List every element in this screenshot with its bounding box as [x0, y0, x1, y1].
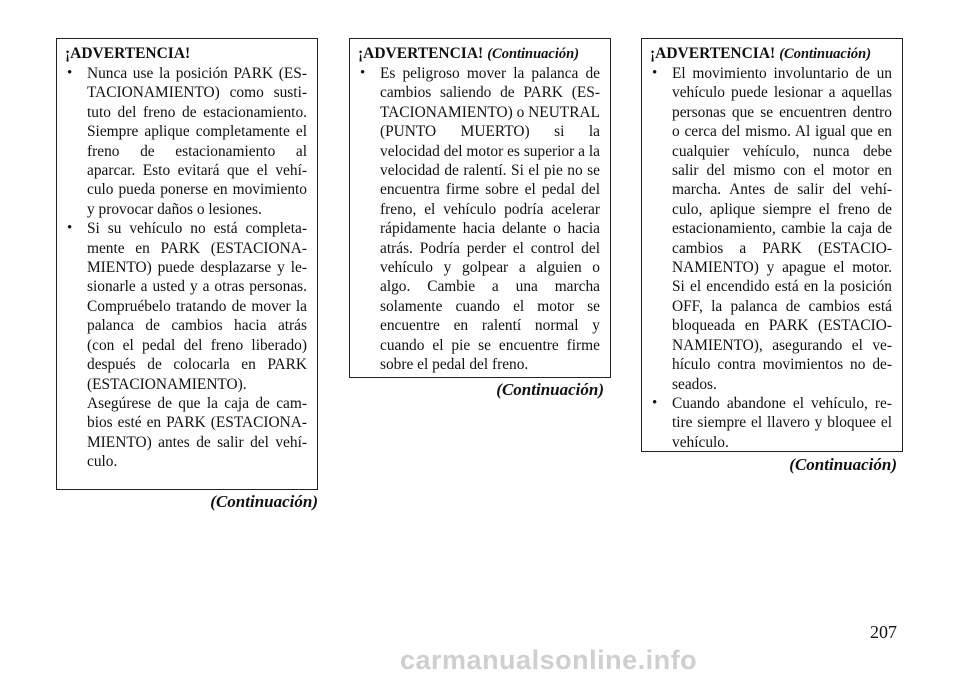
warning-bullet: • Cuando abandone el vehículo, retire siempre el llavero y bloquee el vehículo.: [650, 394, 892, 452]
warning-title: ¡ADVERTENCIA!: [650, 45, 776, 62]
warning-bullet: • El movimiento involuntario de un vehículo puede lesionar a aquellas personas que se encuentren dentro o cerca del mismo. Al igual que en cualquier vehículo, nunca debe salir del mismo con el motor en marcha. Antes de salir del vehículo, aplique siempre el freno de estacionamiento, cambie la caja de cambios a PARK (ESTACIONAMIENTO) y apague el motor. Si el encendido está en la posición OFF, la palanca de cambios está bloqueada en PARK (ESTACIONAMIENTO), asegurando el vehículo contra movimientos no deseados.: [650, 64, 892, 394]
warning-box-1: [56, 38, 318, 490]
warning-box-2: [349, 38, 611, 378]
header-continuation: (Continuación): [779, 46, 872, 62]
warning-header: [65, 45, 307, 63]
warning-bullet: • Es peligroso mover la palanca de cambios saliendo de PARK (ESTACIONAMIENTO) o NEUTRAL (PUNTO MUERTO) si la velocidad del motor es superior a la velocidad de ralentí. Si el pie no se encuentra firme sobre el pedal del freno, el vehículo podría acelerar rápidamente hacia delante o hacia atrás. Podría perder el control del vehículo y golpear a alguien o algo. Cambie a una marcha solamente cuando el motor se encuentre en ralentí normal y cuando el pie se encuentre firme sobre el pedal del freno.: [358, 64, 600, 375]
warning-bullet-list: [650, 64, 892, 452]
warning-bullet-list: [358, 64, 600, 375]
warning-bullet: • Si su vehículo no está completamente en PARK (ESTACIONAMIENTO) puede desplazarse y lesionarle a usted y a otras personas. Compruébelo tratando de mover la palanca de cambios hacia atrás (con el pedal del freno liberado) después de colocarla en PARK (ESTACIONAMIENTO). Asegúrese de que la caja de cambios esté en PARK (ESTACIONAMIENTO) antes de salir del vehículo.: [65, 219, 307, 471]
continuation-label: (Continuación): [496, 380, 604, 399]
warning-header: [650, 45, 892, 63]
warning-title: ¡ADVERTENCIA!: [65, 45, 191, 62]
warning-header: [358, 45, 600, 63]
warning-box-3: [641, 38, 903, 452]
watermark: carmanualsonline.info: [400, 645, 698, 675]
warning-bullet: • Nunca use la posición PARK (ESTACIONAMIENTO) como sustituto del freno de estacionamiento. Siempre aplique completamente el freno de estacionamiento al aparcar. Esto evitará que el vehículo pueda ponerse en movimiento y provocar daños o lesiones.: [65, 64, 307, 219]
continuation-label: (Continuación): [210, 492, 318, 511]
page-number: 207: [870, 622, 897, 642]
warning-bullet-list: [65, 64, 307, 472]
warning-title: ¡ADVERTENCIA!: [358, 45, 484, 62]
header-continuation: (Continuación): [487, 46, 580, 62]
continuation-label: (Continuación): [789, 455, 897, 474]
